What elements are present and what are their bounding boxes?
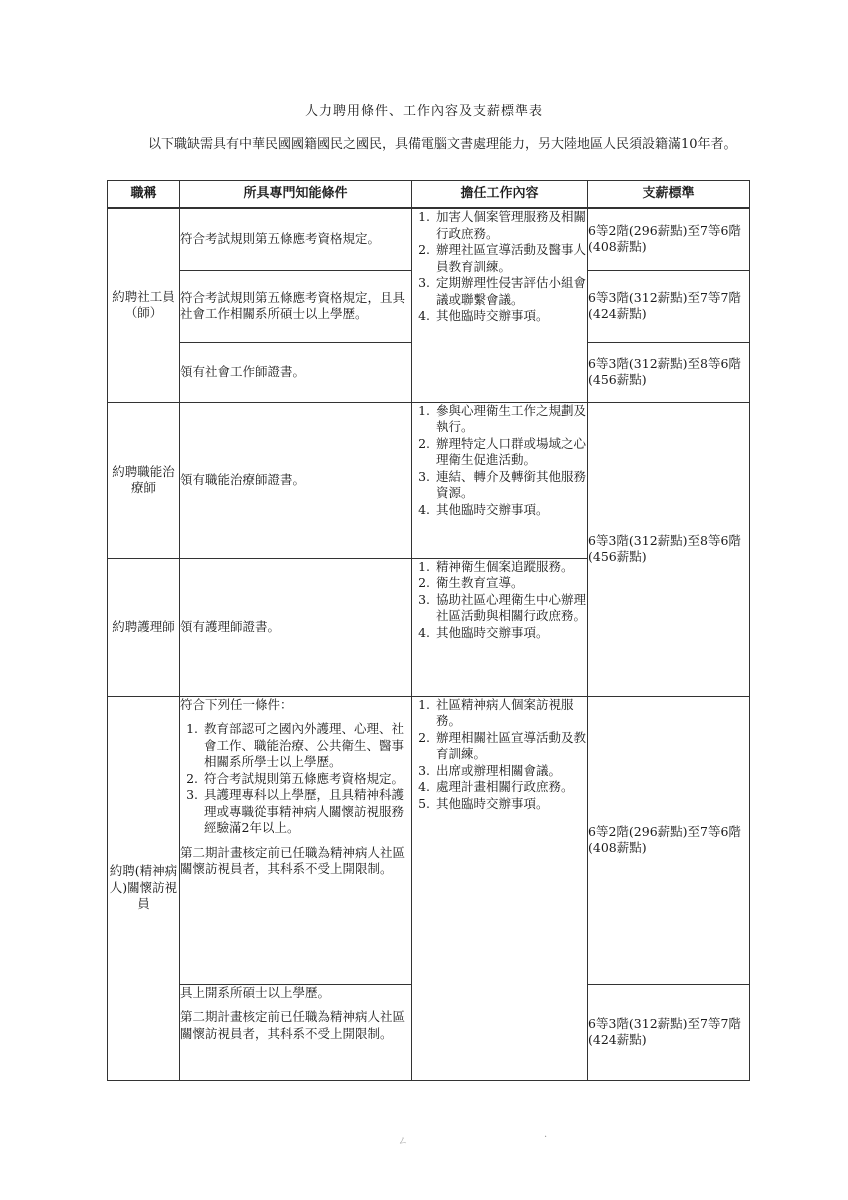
salary-cell: 6等2階(296薪點)至7等6階(408薪點) bbox=[588, 696, 750, 984]
condition-text: 具上開系所碩士以上學歷。 bbox=[180, 984, 331, 1000]
duty-list bbox=[412, 697, 587, 813]
duty-list bbox=[412, 559, 587, 642]
list-item: 1. 參與心理衛生工作之規劃及執行。 bbox=[434, 403, 587, 436]
intro-paragraph: 以下職缺需具有中華民國國籍國民之國民，具備電腦文書處理能力，另大陸地區人民須設籍滿10年者。 bbox=[148, 137, 737, 152]
salary-cell: 6等3階(312薪點)至7等7階(424薪點) bbox=[588, 984, 750, 1080]
recruitment-table bbox=[107, 180, 750, 1081]
duty-cell bbox=[412, 402, 588, 558]
scan-mark: · bbox=[544, 1132, 548, 1143]
job-nurse: 約聘護理師 bbox=[108, 558, 180, 696]
condition-cell: 領有護理師證書。 bbox=[180, 558, 412, 696]
condition-cell: 符合考試規則第五條應考資格規定，且具社會工作相關系所碩士以上學歷。 bbox=[180, 270, 412, 342]
condition-cell bbox=[180, 984, 412, 1080]
job-occupational-therapist: 約聘職能治療師 bbox=[108, 402, 180, 558]
list-item: 4. 其他臨時交辦事項。 bbox=[434, 308, 587, 325]
duty-cell bbox=[412, 696, 588, 1080]
table-row bbox=[108, 696, 750, 984]
condition-note: 第二期計畫核定前已任職為精神病人社區關懷訪視員者，其科系不受上開限制。 bbox=[180, 1009, 406, 1041]
list-item: 2. 辦理特定人口群或場域之心理衛生促進活動。 bbox=[434, 436, 587, 469]
duty-cell bbox=[412, 558, 588, 696]
duty-list bbox=[412, 209, 587, 325]
list-item: 4. 其他臨時交辦事項。 bbox=[434, 625, 587, 642]
list-item: 4. 處理計畫相關行政庶務。 bbox=[434, 779, 587, 796]
header-conditions: 所具專門知能條件 bbox=[180, 181, 412, 209]
header-salary: 支薪標準 bbox=[588, 181, 750, 209]
list-item: 2. 辦理社區宣導活動及醫事人員教育訓練。 bbox=[434, 242, 587, 275]
header-row bbox=[108, 181, 750, 209]
condition-note: 第二期計畫核定前已任職為精神病人社區關懷訪視員者，其科系不受上開限制。 bbox=[180, 844, 406, 876]
header-duties: 擔任工作內容 bbox=[412, 181, 588, 209]
condition-cell: 領有職能治療師證書。 bbox=[180, 402, 412, 558]
list-item: 5. 其他臨時交辦事項。 bbox=[434, 796, 587, 813]
list-item: 2. 衛生教育宣導。 bbox=[434, 575, 587, 592]
list-item: 3. 具護理專科以上學歷，且具精神科護理或專職從事精神病人關懷訪視服務經驗滿2年以上。 bbox=[202, 787, 411, 837]
duty-cell bbox=[412, 208, 588, 402]
list-item: 3. 定期辦理性侵害評估小組會議或聯繫會議。 bbox=[434, 275, 587, 308]
list-item: 3. 出席或辦理相關會議。 bbox=[434, 763, 587, 780]
list-item: 2. 符合考試規則第五條應考資格規定。 bbox=[202, 771, 411, 788]
document-title: 人力聘用條件、工作內容及支薪標準表 bbox=[304, 104, 543, 119]
salary-cell: 6等3階(312薪點)至8等6階(456薪點) bbox=[588, 342, 750, 402]
duty-list bbox=[412, 403, 587, 519]
job-care-visitor: 約聘(精神病人)關懷訪視員 bbox=[108, 696, 180, 1080]
salary-cell: 6等3階(312薪點)至8等6階(456薪點) bbox=[588, 402, 750, 696]
condition-cell bbox=[180, 696, 412, 984]
condition-cell: 領有社會工作師證書。 bbox=[180, 342, 412, 402]
list-item: 3. 連結、轉介及轉銜其他服務資源。 bbox=[434, 469, 587, 502]
job-social-worker: 約聘社工員（師） bbox=[108, 208, 180, 402]
list-item: 1. 精神衛生個案追蹤服務。 bbox=[434, 559, 587, 576]
list-item: 4. 其他臨時交辦事項。 bbox=[434, 502, 587, 519]
salary-cell: 6等3階(312薪點)至7等7階(424薪點) bbox=[588, 270, 750, 342]
condition-list bbox=[180, 721, 411, 837]
list-item: 1. 教育部認可之國內外護理、心理、社會工作、職能治療、公共衛生、醫事相關系所學士以上學歷。 bbox=[202, 721, 411, 771]
list-item: 1. 加害人個案管理服務及相關行政庶務。 bbox=[434, 209, 587, 242]
scan-mark: ㄥ bbox=[398, 1136, 408, 1147]
header-title: 職稱 bbox=[108, 181, 180, 209]
list-item: 1. 社區精神病人個案訪視服務。 bbox=[434, 697, 587, 730]
table-row bbox=[108, 208, 750, 270]
salary-cell: 6等2階(296薪點)至7等6階(408薪點) bbox=[588, 208, 750, 270]
table-row bbox=[108, 402, 750, 558]
condition-cell: 符合考試規則第五條應考資格規定。 bbox=[180, 208, 412, 270]
list-item: 3. 協助社區心理衛生中心辦理社區活動與相關行政庶務。 bbox=[434, 592, 587, 625]
list-item: 2. 辦理相關社區宣導活動及教育訓練。 bbox=[434, 730, 587, 763]
condition-intro: 符合下列任一條件： bbox=[180, 696, 293, 712]
